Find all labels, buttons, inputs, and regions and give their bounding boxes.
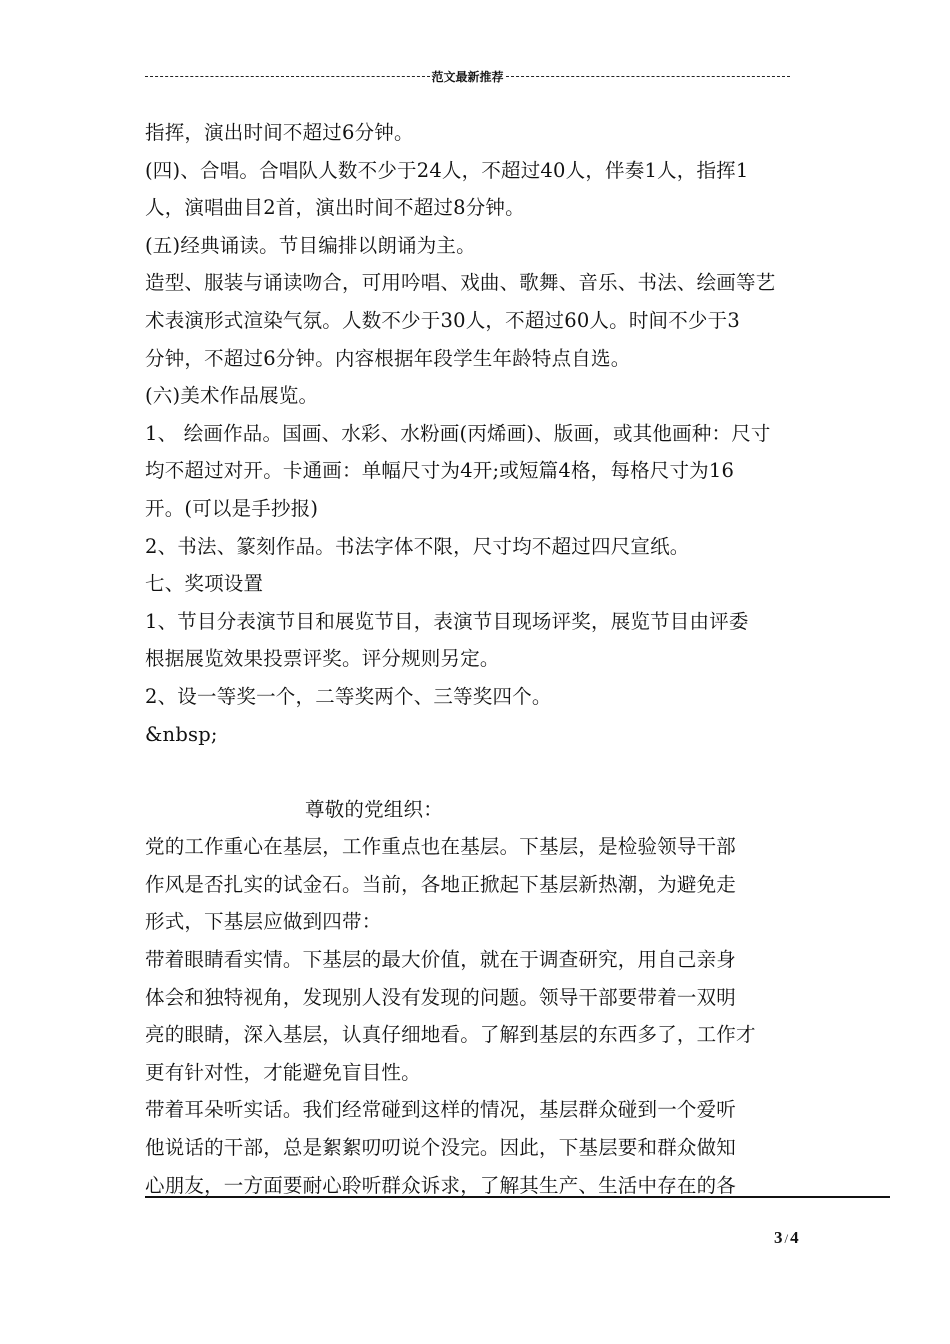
body-line: 人，演唱曲目2首，演出时间不超过8分钟。	[145, 196, 525, 220]
body-line: 分钟，不超过6分钟。内容根据年段学生年龄特点自选。	[145, 346, 631, 370]
body-line: 造型、服装与诵读吻合，可用吟唱、戏曲、歌舞、音乐、书法、绘画等艺	[145, 271, 776, 295]
total-pages: 4	[790, 1228, 799, 1247]
body-line: &nbsp;	[145, 722, 218, 746]
page-separator: /	[784, 1231, 789, 1246]
body-line: 2、设一等奖一个，二等奖两个、三等奖四个。	[145, 684, 552, 708]
body-line: 指挥，演出时间不超过6分钟。	[145, 121, 414, 144]
letter-line: 他说话的干部，总是絮絮叨叨说个没完。因此，下基层要和群众做知	[145, 1136, 737, 1160]
letter-line: 体会和独特视角，发现别人没有发现的问题。领导干部要带着一双明	[145, 985, 737, 1009]
header-title: 范文最新推荐	[431, 69, 504, 84]
letter-line: 亮的眼睛，深入基层，认真仔细地看。了解到基层的东西多了，工作才	[145, 1023, 756, 1047]
body-line: 七、奖项设置	[145, 572, 264, 596]
body-line: 开。(可以是手抄报)	[145, 496, 319, 520]
header-rule-left	[145, 76, 430, 77]
body-line: (五)经典诵读。节目编排以朗诵为主。	[145, 233, 476, 257]
body-line: 术表演形式渲染气氛。人数不少于30人，不超过60人。时间不少于3	[145, 308, 740, 332]
current-page: 3	[774, 1228, 783, 1247]
letter-line: 党的工作重心在基层，工作重点也在基层。下基层，是检验领导干部	[145, 835, 737, 859]
body-line: 均不超过对开。卡通画：单幅尺寸为4开;或短篇4格，每格尺寸为16	[145, 459, 735, 483]
body-line: 根据展览效果投票评奖。评分规则另定。	[145, 647, 500, 671]
footer-rule	[145, 1196, 890, 1198]
body-line: 1、节目分表演节目和展览节目，表演节目现场评奖，展览节目由评委	[145, 609, 749, 633]
header-rule-right	[506, 76, 791, 77]
letter-salutation: 尊敬的党组织：	[305, 797, 443, 821]
letter-line: 心朋友，一方面要耐心聆听群众诉求，了解其生产、生活中存在的各	[145, 1173, 737, 1197]
body-line: (四)、合唱。合唱队人数不少于24人，不超过40人，伴奏1人，指挥1	[145, 158, 749, 182]
letter-line: 形式，下基层应做到四带：	[145, 910, 382, 934]
letter-line: 作风是否扎实的试金石。当前，各地正掀起下基层新热潮，为避免走	[145, 872, 737, 896]
page-number	[774, 1228, 799, 1248]
page-header	[145, 66, 790, 86]
blank-line	[145, 753, 810, 791]
body-line: 1、 绘画作品。国画、水彩、水粉画(丙烯画)、版画，或其他画种：尺寸	[145, 421, 771, 445]
letter-line: 带着眼睛看实情。下基层的最大价值，就在于调查研究，用自己亲身	[145, 948, 737, 972]
body-line: 2、书法、篆刻作品。书法字体不限，尺寸均不超过四尺宣纸。	[145, 534, 690, 558]
body-line: (六)美术作品展览。	[145, 384, 319, 408]
letter-line: 更有针对性，才能避免盲目性。	[145, 1060, 421, 1084]
letter-line: 带着耳朵听实话。我们经常碰到这样的情况，基层群众碰到一个爱听	[145, 1098, 737, 1122]
document-body	[145, 114, 810, 1204]
